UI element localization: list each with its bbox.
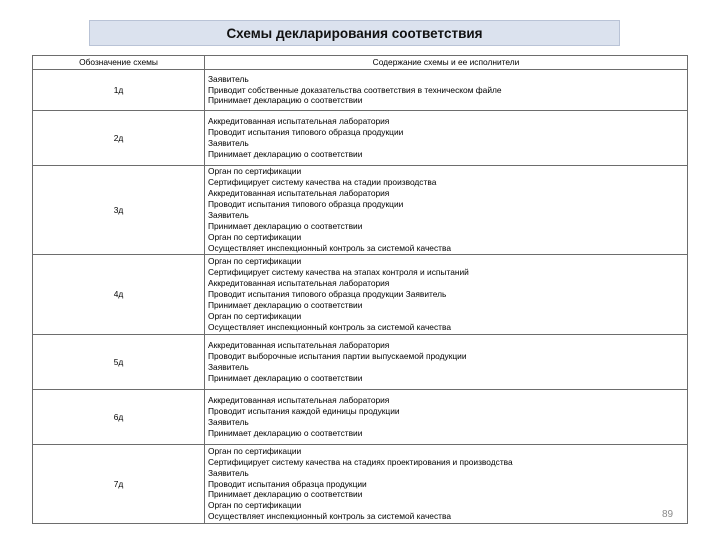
declaration-schemes-table (32, 55, 688, 524)
scheme-content-line: Принимает декларацию о соответствии (208, 95, 363, 106)
scheme-content-line: Проводит испытания каждой единицы продукции (208, 406, 400, 417)
scheme-content-line: Проводит испытания типового образца продукции Заявитель (208, 289, 447, 300)
scheme-content-line: Проводит испытания типового образца продукции (208, 199, 404, 210)
scheme-content-cell (205, 166, 688, 255)
table-row (33, 111, 688, 166)
scheme-content-line: Сертифицирует систему качества на стадии производства (208, 177, 437, 188)
scheme-content-line: Орган по сертификации (208, 166, 302, 177)
scheme-content-line: Заявитель (208, 362, 249, 372)
scheme-content-line: Заявитель (208, 417, 249, 427)
scheme-content-line: Принимает декларацию о соответствии (208, 372, 363, 383)
scheme-content-line: Заявитель (208, 210, 249, 220)
scheme-content-line: Проводит испытания типового образца продукции (208, 127, 404, 138)
scheme-content-line: Принимает декларацию о соответствии (208, 427, 363, 438)
table-row (33, 255, 688, 335)
scheme-content-line: Орган по сертификации (208, 500, 302, 511)
table-row (33, 166, 688, 255)
scheme-content-line: Принимает декларацию о соответствии (208, 299, 363, 310)
table-row (33, 335, 688, 390)
scheme-content-cell (205, 445, 688, 524)
scheme-code-cell: 4д (33, 255, 205, 335)
scheme-content-line: Аккредитованная испытательная лаборатория (208, 188, 390, 199)
header-scheme-code: Обозначение схемы (33, 56, 205, 70)
scheme-content-line: Сертифицирует систему качества на стадиях проектирования и производства (208, 456, 513, 467)
page-number: 89 (662, 509, 674, 520)
scheme-code-cell: 2д (33, 111, 205, 166)
scheme-content-line: Принимает декларацию о соответствии (208, 489, 363, 500)
scheme-content-line: Проводит испытания образца продукции (208, 478, 367, 489)
table-header-row (33, 56, 688, 70)
scheme-content-line: Сертифицирует систему качества на этапах контроля и испытаний (208, 267, 469, 278)
scheme-content-cell (205, 335, 688, 390)
scheme-content-cell (205, 70, 688, 111)
scheme-content-cell (205, 390, 688, 445)
scheme-content-line: Принимает декларацию о соответствии (208, 220, 363, 231)
header-scheme-content: Содержание схемы и ее исполнители (205, 56, 688, 70)
scheme-content-line: Осуществляет инспекционный контроль за системой качества (208, 511, 452, 522)
scheme-content-line: Аккредитованная испытательная лаборатория (208, 278, 390, 289)
scheme-content-line: Аккредитованная испытательная лаборатория (208, 340, 390, 351)
slide-title-text: Схемы декларирования соответствия (226, 25, 483, 41)
scheme-content-line: Орган по сертификации (208, 231, 302, 242)
scheme-content-line: Орган по сертификации (208, 310, 302, 321)
table-row (33, 390, 688, 445)
scheme-code-cell: 6д (33, 390, 205, 445)
scheme-content-line: Осуществляет инспекционный контроль за системой качества (208, 321, 452, 332)
table-row (33, 70, 688, 111)
scheme-content-line: Принимает декларацию о соответствии (208, 148, 363, 159)
scheme-content-line: Аккредитованная испытательная лаборатория (208, 395, 390, 406)
scheme-content-cell (205, 111, 688, 166)
scheme-content-line: Аккредитованная испытательная лаборатория (208, 116, 390, 127)
scheme-content-line: Заявитель (208, 467, 249, 478)
scheme-content-line: Орган по сертификации (208, 445, 302, 456)
scheme-content-line: Проводит выборочные испытания партии выпускаемой продукции (208, 351, 467, 362)
slide-title (89, 20, 620, 46)
scheme-content-line: Заявитель (208, 138, 249, 148)
scheme-content-cell (205, 255, 688, 335)
scheme-content-line: Осуществляет инспекционный контроль за системой качества (208, 242, 452, 253)
scheme-code-cell: 1д (33, 70, 205, 111)
scheme-content-line: Приводит собственные доказательства соответствия в техническом файле (208, 84, 502, 95)
table-row (33, 445, 688, 524)
scheme-code-cell: 3д (33, 166, 205, 255)
scheme-content-line: Орган по сертификации (208, 256, 302, 267)
scheme-code-cell: 5д (33, 335, 205, 390)
scheme-code-cell: 7д (33, 445, 205, 524)
scheme-content-line: Заявитель (208, 73, 249, 84)
